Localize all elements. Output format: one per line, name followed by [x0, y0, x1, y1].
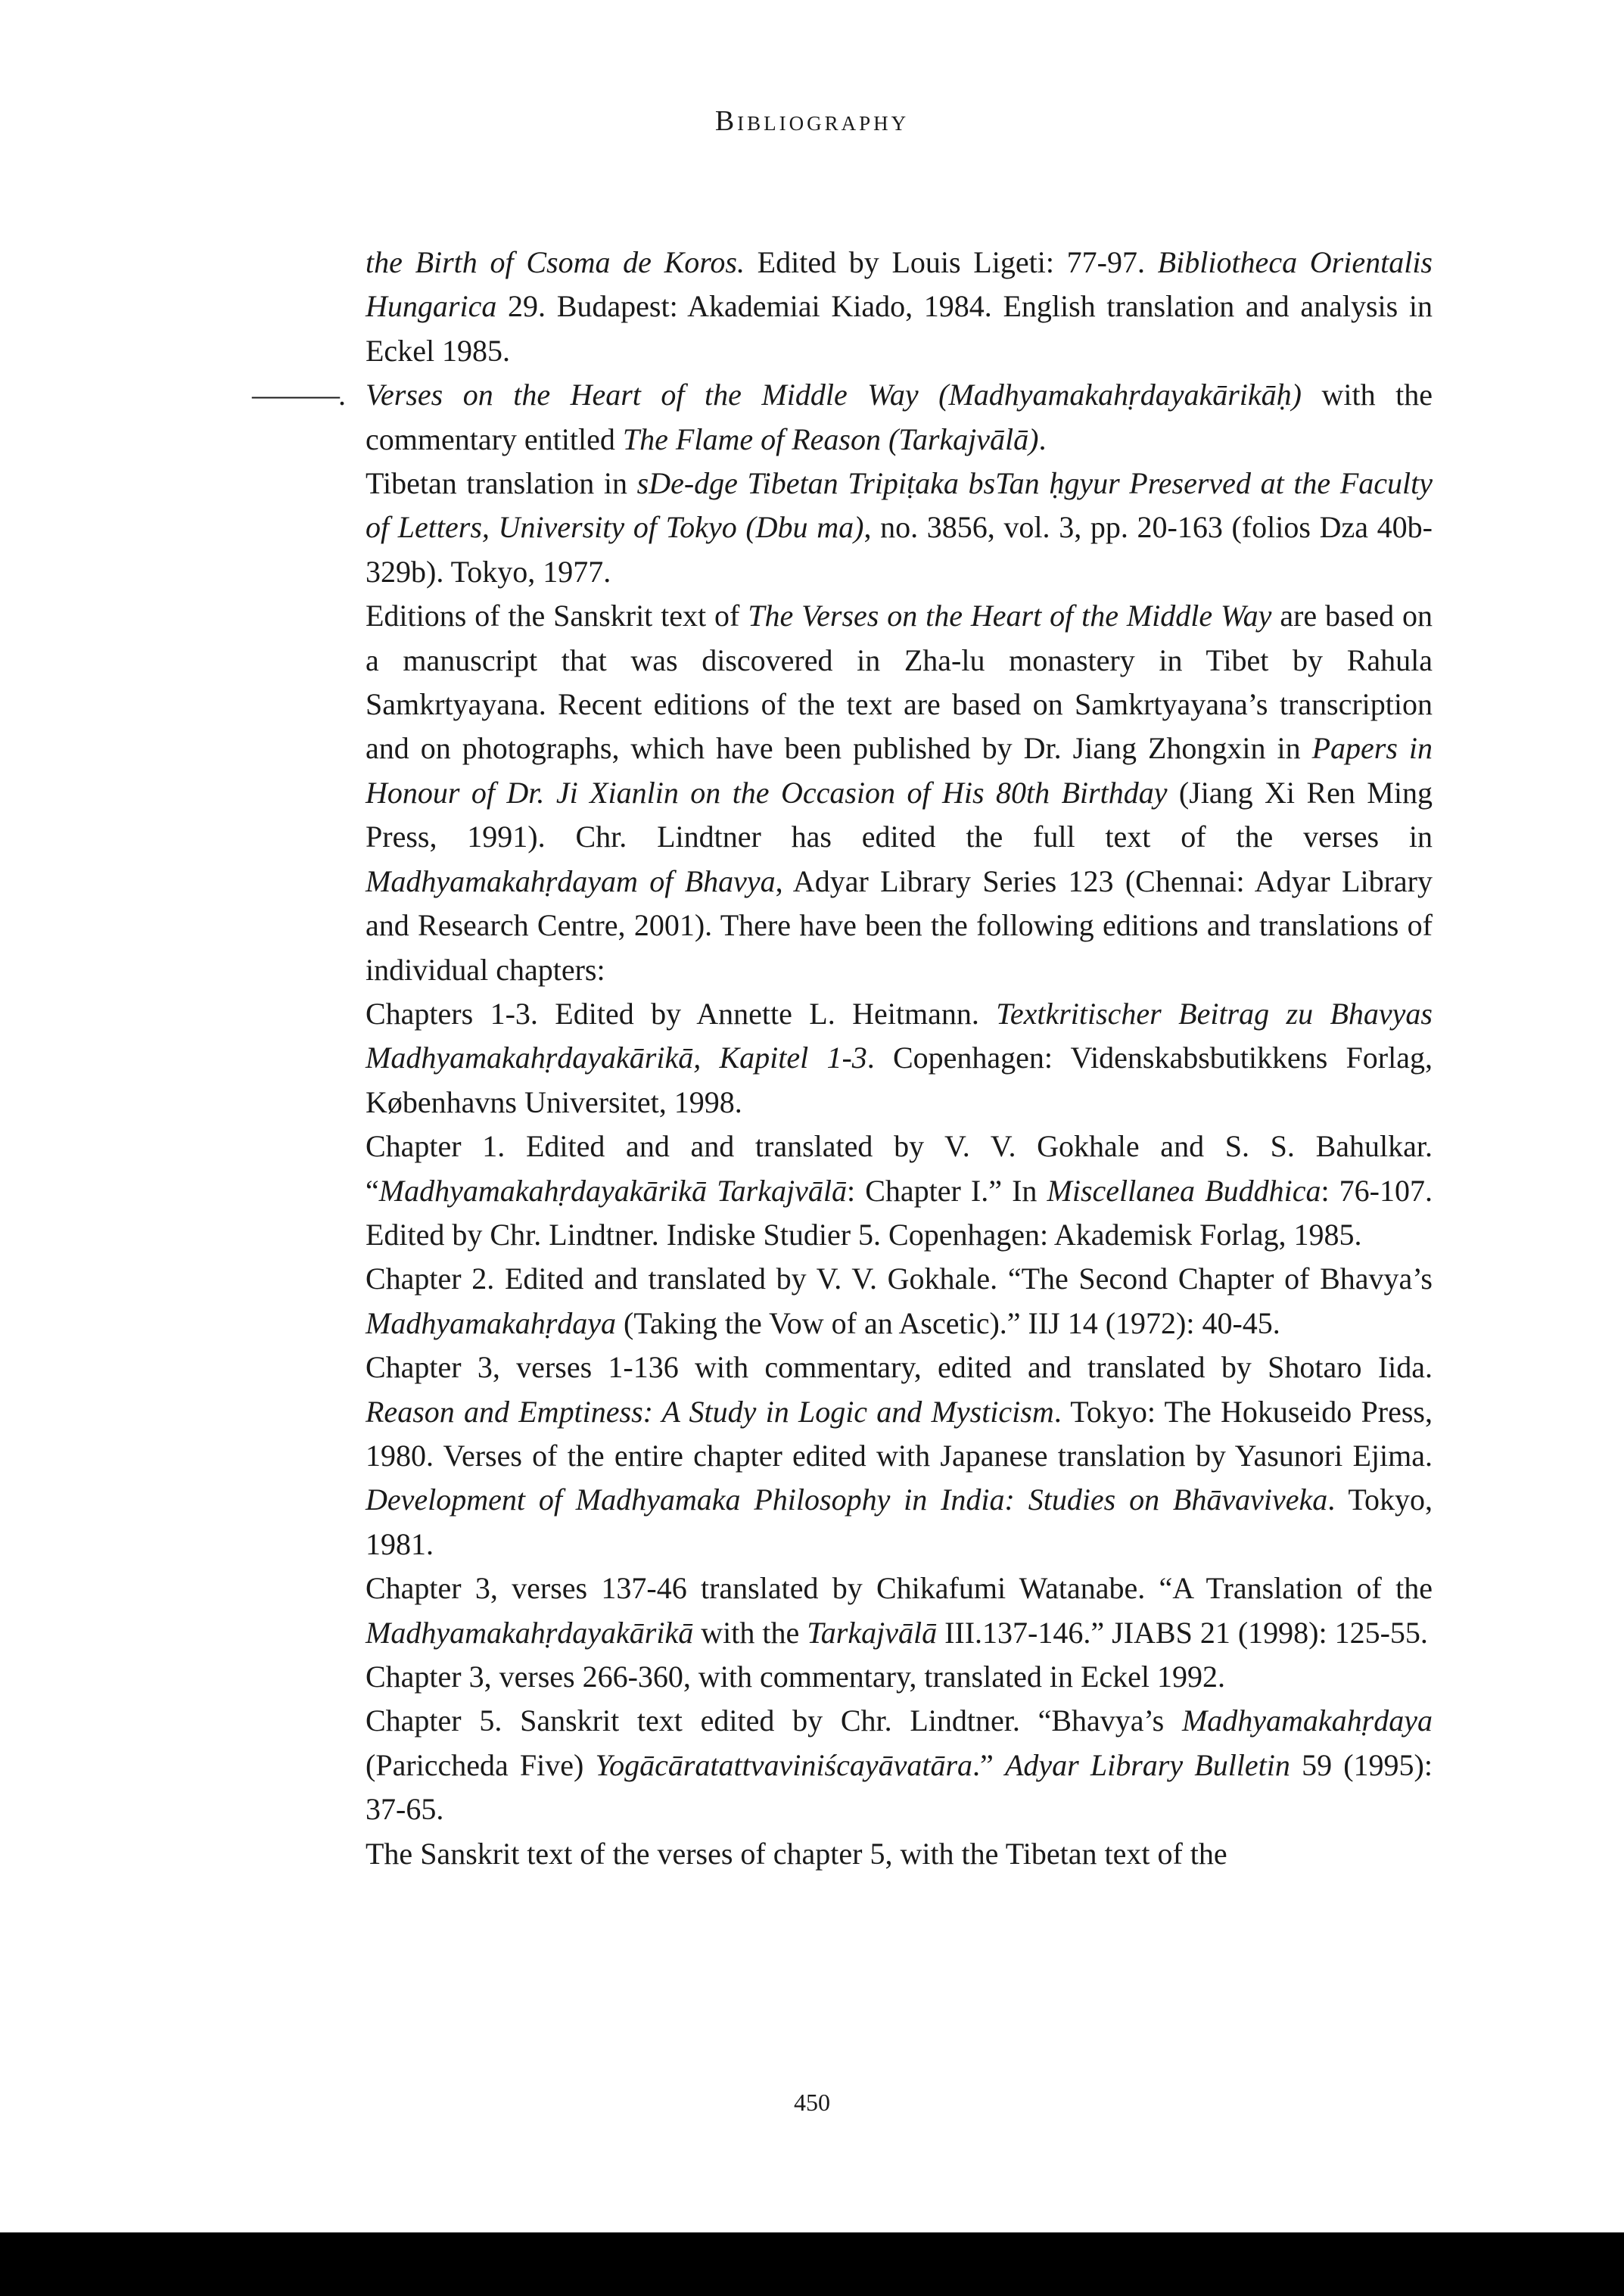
title-italic: sDe-dge Tibetan Tripiṭaka bsTan ḥgyur Preserved at the Faculty of Letters, University of Tokyo (Dbu ma) [366, 466, 1433, 545]
bibliography-entry [366, 241, 1433, 373]
bibliography-entry [366, 462, 1433, 594]
entry-text: (Pariccheda Five) [366, 1747, 596, 1782]
entry-text: . [1038, 422, 1047, 456]
title-italic: Development of Madhyamaka Philosophy in India: Studies on Bhāvaviveka [366, 1482, 1328, 1517]
title-italic: Bibliotheca Orientalis Hungarica [366, 245, 1433, 324]
entry-text: Chapter 5. Sanskrit text edited by Chr. Lindtner. “Bhavya’s [366, 1703, 1182, 1738]
title-italic: Tarkajvālā [807, 1615, 938, 1650]
entry-text: Chapters 1-3. Edited by Annette L. Heitmann. [366, 996, 997, 1031]
bibliography-entry [366, 1346, 1433, 1566]
title-italic: Madhyamakahṛdayam of Bhavya [366, 863, 776, 898]
entry-text: . Tokyo, 1981. [366, 1482, 1433, 1561]
title-italic: Madhyamakahṛdayakārikā [366, 1615, 694, 1650]
entry-text: with the [693, 1615, 807, 1650]
bibliography-entry [366, 992, 1433, 1125]
entry-text: 29. Budapest: Akademiai Kiado, 1984. English translation and analysis in Eckel 1985. [366, 289, 1433, 368]
scan-edge-bar [0, 2232, 1624, 2296]
title-italic: The Flame of Reason (Tarkajvālā) [622, 422, 1039, 456]
entry-text: Chapter 2. Edited and translated by V. V. Gokhale. “The Second Chapter of Bhavya’s [366, 1262, 1433, 1296]
entry-text: are based on a manuscript that was discovered in Zha-lu monastery in Tibet by Rahula Samkrtyayana. Recent editions of the text are based on Samkrtyayana’s transcription and on photographs, which have been published by Dr. Jiang Zhongxin in [366, 599, 1433, 766]
entry-text: Edited by Louis Ligeti: 77-97. [744, 245, 1158, 279]
bibliography-text [252, 241, 1433, 1876]
entry-text: Editions of the Sanskrit text of [366, 599, 748, 633]
bibliography-entry [366, 1655, 1433, 1699]
entry-text: (Jiang Xi Ren Ming Press, 1991). Chr. Lindtner has edited the full text of the verses in [366, 775, 1433, 854]
page-number: 450 [794, 2089, 830, 2116]
title-italic: Papers in Honour of Dr. Ji Xianlin on the Occasion of His 80th Birthday [366, 731, 1433, 810]
bibliography-entry [366, 1257, 1433, 1346]
title-italic: Textkritischer Beitrag zu Bhavyas Madhyamakahṛdayakārikā, Kapitel 1-3 [366, 996, 1433, 1075]
entry-text: 59 (1995): 37-65. [366, 1747, 1433, 1827]
entry-text: Chapter 3, verses 266-360, with commentary, translated in Eckel 1992. [366, 1660, 1225, 1694]
entry-text: with the commentary entitled [366, 378, 1433, 456]
title-italic: the Birth of Csoma de Koros. [366, 245, 745, 279]
repeat-author-dash: ———. [252, 378, 344, 412]
entry-text: , no. 3856, vol. 3, pp. 20-163 (folios Dza 40b-329b). Tokyo, 1977. [366, 510, 1433, 589]
bibliography-entry [252, 373, 1433, 462]
entry-text: Chapter 3, verses 1-136 with commentary, edited and translated by Shotaro Iida. [366, 1350, 1433, 1385]
entry-text: The Sanskrit text of the verses of chapter 5, with the Tibetan text of the [366, 1836, 1227, 1871]
entry-text: Tibetan translation in [366, 466, 637, 501]
entry-text: . Tokyo: The Hokuseido Press, 1980. Verses of the entire chapter edited with Japanese translation by Yasunori Ejima. [366, 1394, 1433, 1473]
running-header: Bibliography [714, 105, 910, 137]
entry-text: Chapter 1. Edited and and translated by V. V. Gokhale and S. S. Bahulkar. “ [366, 1129, 1433, 1208]
title-italic: Madhyamakahṛdaya [1181, 1703, 1433, 1738]
entry-text: : 76-107. Edited by Chr. Lindtner. Indiske Studier 5. Copenhagen: Akademisk Forlag, 1985. [366, 1173, 1433, 1252]
title-italic: Madhyamakahṛdaya [366, 1305, 617, 1340]
entry-text: III.137-146.” JIABS 21 (1998): 125-55. [937, 1615, 1428, 1650]
bibliography-entry [366, 1125, 1433, 1257]
title-italic: Yogācāratattvaviniścayāvatāra [595, 1747, 973, 1782]
entry-text: : Chapter I.” In [846, 1173, 1047, 1208]
title-italic: Adyar Library Bulletin [1004, 1747, 1290, 1782]
title-italic: The Verses on the Heart of the Middle Way [748, 599, 1272, 633]
bibliography-entry [366, 1566, 1433, 1655]
entry-text: . Copenhagen: Videnskabsbutikkens Forlag, Københavns Universitet, 1998. [366, 1041, 1433, 1119]
bibliography-entry [366, 594, 1433, 992]
entry-text: .” [972, 1747, 1005, 1782]
entry-text: Chapter 3, verses 137-46 translated by Chikafumi Watanabe. “A Translation of the [366, 1571, 1433, 1606]
bibliography-entry [366, 1699, 1433, 1831]
bibliography-entry [366, 1832, 1433, 1876]
entry-text: , Adyar Library Series 123 (Chennai: Adyar Library and Research Centre, 2001). There have been the following editions and translations of individual chapters: [366, 863, 1433, 987]
title-italic: Miscellanea Buddhica [1047, 1173, 1321, 1208]
entry-text: (Taking the Vow of an Ascetic).” IIJ 14 (1972): 40-45. [616, 1305, 1280, 1340]
title-italic: Reason and Emptiness: A Study in Logic and Mysticism [366, 1394, 1054, 1429]
title-italic: Madhyamakahṛdayakārikā Tarkajvālā [378, 1173, 847, 1208]
title-italic: Verses on the Heart of the Middle Way (Madhyamakahṛdayakārikāḥ) [366, 378, 1302, 412]
